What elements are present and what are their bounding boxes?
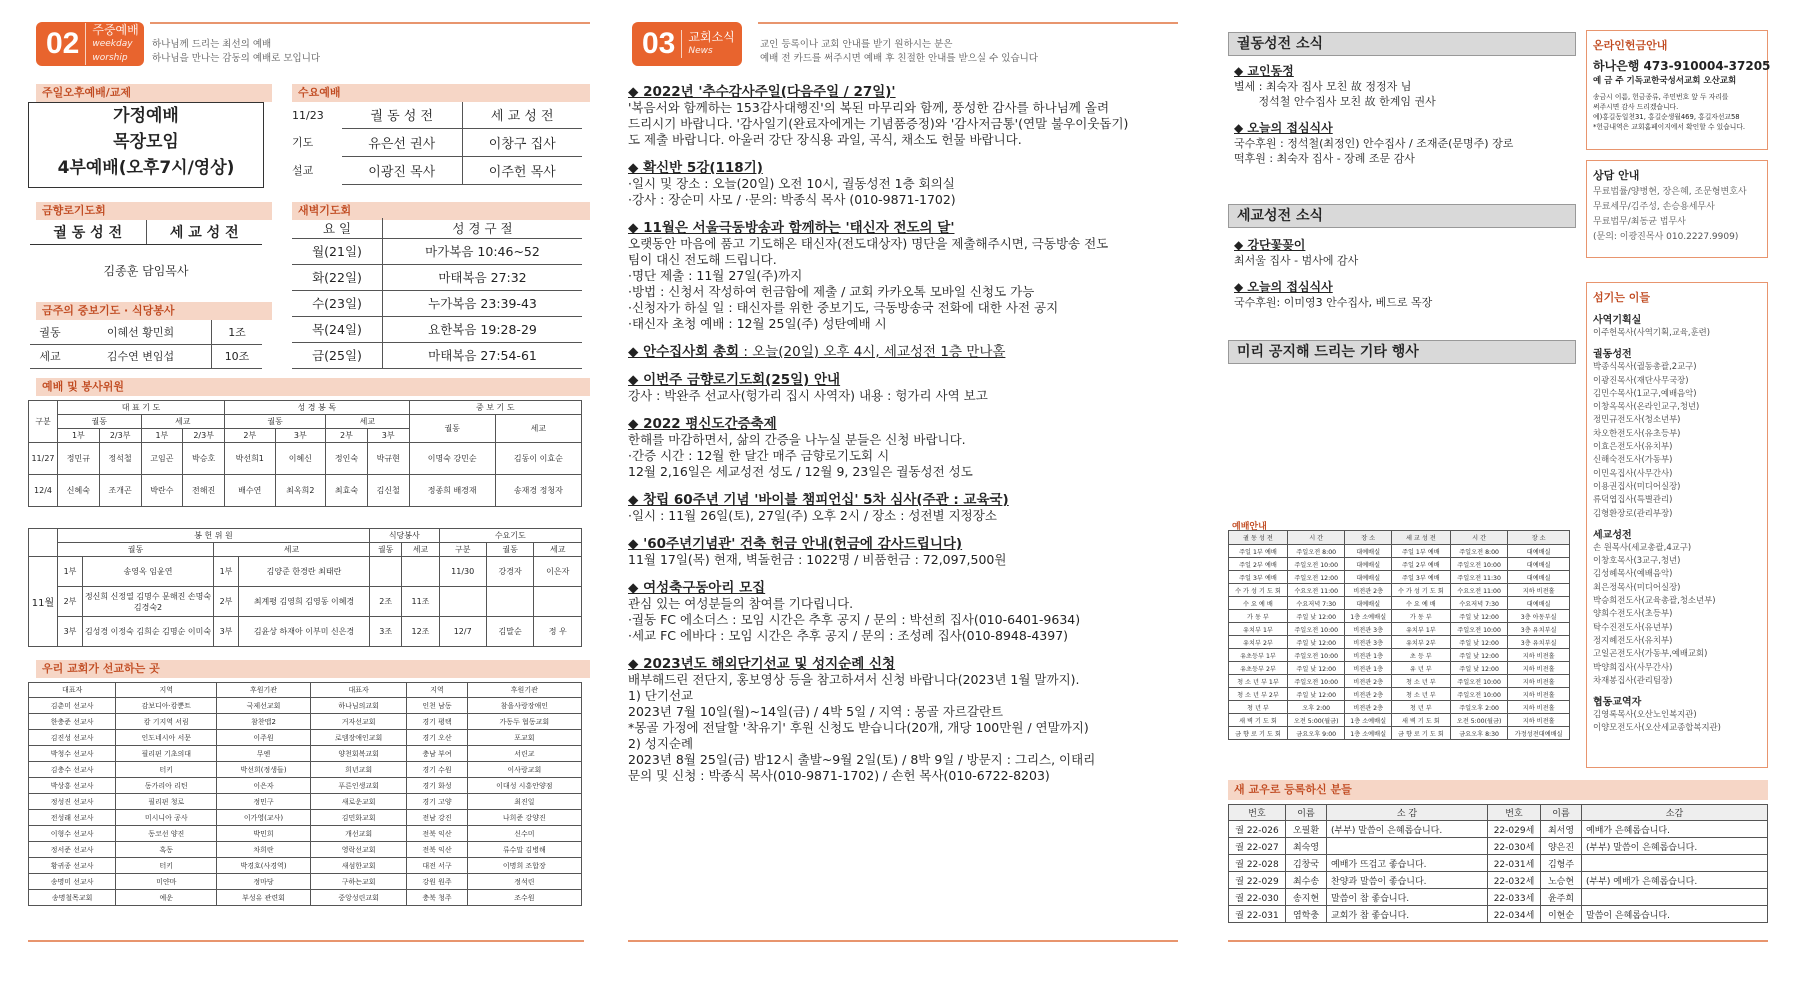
news-item bbox=[628, 532, 1178, 568]
servant-name: 김형환장로(관리부장) bbox=[1593, 507, 1673, 518]
news-title: ◆ 2022 평신도간증축제 bbox=[628, 416, 777, 432]
servant-name: 이광진목사(재단사무국장) bbox=[1593, 374, 1689, 385]
worship-committee-header: 예배 및 봉사위원 bbox=[36, 378, 590, 396]
table-row: 12/4 신혜숙 조개곤 박란수 전해진 배수연 최옥희2 최효숙 김신철 정종희 배경재 송재경 정청자 bbox=[29, 475, 582, 507]
meal-service-header: 금주의 중보기도 · 식당봉사 bbox=[36, 302, 272, 320]
page03-footer-rule bbox=[628, 940, 1178, 942]
news-line: 2) 성지순례 bbox=[628, 736, 694, 751]
servant-name: 김성혜목사(예배음악) bbox=[1593, 568, 1673, 579]
table-row: 2부 정신희 신정열 김명수 문해진 손명숙 김경숙2 2부 최계평 김영희 김영동 이혜경 2조 11조 bbox=[29, 587, 582, 617]
segyo-news bbox=[1234, 236, 1564, 320]
table-row: 유초등부 2부 주일 낮 12:00 비전관 1층 유 년 부 주일 낮 12:00 지하 비전홀 bbox=[1229, 662, 1570, 675]
news-line: 2023년 7월 10일(월)~14일(금) / 4박 5일 / 지역 : 몽골 자르갈란트 bbox=[628, 704, 1004, 719]
news-line: *몽골 가정에 전달할 '착유기' 후원 신청도 받습니다(20개, 개당 100만원 / 연말까지) bbox=[628, 720, 1089, 735]
news-line: ·강사 : 장순미 사모 / ·문의: 박종식 목사 (010-9871-1702) bbox=[628, 192, 956, 207]
news-line: 11월 17일(목) 현재, 벽돌헌금 : 1022명 / 비품헌금 : 72,097,500원 bbox=[628, 552, 1007, 567]
news-line: 국수후원 : 정석철(최정인) 안수집사 / 조재준(문명주) 장로 bbox=[1234, 137, 1514, 150]
header-rule bbox=[758, 22, 1178, 24]
servant-name: 정지혜전도사(유치부) bbox=[1593, 634, 1673, 645]
news-title: ◆ 안수집사회 총회 : 오늘(20일) 오후 4시, 세교성전 1층 만나홀 bbox=[628, 344, 1006, 360]
news-line: ·태신자 초청 예배 : 12월 25일(주) 성탄예배 시 bbox=[628, 316, 887, 331]
news-title: ◆ 창립 60주년 기념 '바이블 챔피언십' 5차 심사(주관 : 교육국) bbox=[628, 492, 1009, 508]
news-item bbox=[628, 412, 1178, 480]
page02-badge bbox=[36, 22, 144, 66]
table-row: 주일 2부 예배 주일오전 10:00 대예배실 주일 2부 예배 주일오전 10:00 대예배실 bbox=[1229, 558, 1570, 571]
servant-name: 최은정목사(미디어실장) bbox=[1593, 581, 1681, 592]
table-row: 주일 3부 예배 주일오전 12:00 대예배실 주일 3부 예배 주일오전 11:30 대예배실 bbox=[1229, 571, 1570, 584]
news-item bbox=[628, 652, 1178, 784]
servant-name: 이창옥목사(온라인교구,청년) bbox=[1593, 401, 1700, 412]
news-item bbox=[1234, 278, 1564, 310]
table-row: 황귀종 선교사 터키 박경호(사경역) 새섬한교회 대전 서구 이명희 조합장 bbox=[29, 858, 582, 874]
news-title: ◆ 11월은 서울극동방송과 함께하는 '태신자 전도의 달' bbox=[628, 220, 955, 236]
news-line: 1) 단기선교 bbox=[628, 688, 694, 703]
news-line: 배부해드린 전단지, 홍보영상 등을 참고하셔서 신청 바랍니다(2023년 1월 말까지). bbox=[628, 672, 1080, 687]
table-row: 11월 1부 송영옥 임윤연 1부 김양준 한경란 최태란 11/30 강경자 이은자 bbox=[29, 557, 582, 587]
table-row: 이형수 선교사 동코선 양진 박민희 개선교회 전북 익산 신수미 bbox=[29, 826, 582, 842]
table-row: 송명철목교회 예운 부성유 관련회 중앙성린교회 충북 청주 조수원 bbox=[29, 890, 582, 906]
meal-service-table: 궐동 이혜선 황민희 1조 세교 김수연 변임섭 10조 bbox=[30, 320, 262, 369]
table-row: 김진성 선교사 인도네시아 서문 이주원 로뎀장애인교회 경기 오산 포교회 bbox=[29, 730, 582, 746]
table-row: 수 요 예 배 수요저녁 7:30 대예배실 수 요 예 배 수요저녁 7:30 대예배실 bbox=[1229, 597, 1570, 610]
table-row: 궐 22-028 김창국 예배가 뜨겁고 좋습니다. 22-031세 김형주 bbox=[1229, 855, 1768, 872]
news-line: 별세 : 최숙자 집사 모친 故 정정자 님 bbox=[1234, 80, 1412, 93]
servant-name: 박양희집사(사무간사) bbox=[1593, 661, 1673, 672]
table-row: 유치부 2부 주일 낮 12:00 비전관 3층 유치부 2부 주일 낮 12:00 3층 유치부실 bbox=[1229, 636, 1570, 649]
page03-badge bbox=[632, 22, 742, 66]
wednesday-header: 수요예배 bbox=[292, 84, 590, 102]
news-line: 관심 있는 여성분들의 참여를 기다립니다. bbox=[628, 596, 854, 611]
consulting-box: 상담 안내 무료법률/양병현, 장은혜, 조문형변호사 무료세무/김주성, 손승용세무사 무료법무/최동균 법무사 (문의: 이광진목사 010.2227.9909) bbox=[1586, 160, 1768, 258]
servants-group-title: 협동교역자 bbox=[1593, 697, 1642, 709]
servant-name: 탁수진전도사(유년부) bbox=[1593, 621, 1673, 632]
table-row: 김충수 선교사 터키 박선희(정생들) 희년교회 경기 수원 이사랑교회 bbox=[29, 762, 582, 778]
table-row: 궐 22-027 최숙영 22-030세 양은진 (부부) 말씀이 은혜롭습니다. bbox=[1229, 838, 1768, 855]
news-column bbox=[628, 72, 1178, 790]
news-line: ·일시 및 장소 : 오늘(20일) 오전 10시, 궐동성전 1층 회의실 bbox=[628, 176, 955, 191]
table-row: 궐 22-030 송지현 말씀이 참 좋습니다. 22-033세 윤주희 bbox=[1229, 889, 1768, 906]
news-title: ◆ 여성축구동아리 모집 bbox=[628, 580, 766, 596]
news-line: 드리시기 바랍니다. '감사일기(완료자에게는 기념품증정)와 '감사저금통'(연말 불우이웃돕기) bbox=[628, 116, 1129, 131]
table-row: 궐 22-029 최수송 찬양과 말씀이 좋습니다. 22-032세 노승현 (부부) 예배가 은혜롭습니다. bbox=[1229, 872, 1768, 889]
news-item bbox=[1234, 119, 1564, 166]
table-row: 청 년 부 오후 2:00 비전관 2층 청 년 부 주일오후 2:00 지하 비전홀 bbox=[1229, 701, 1570, 714]
servant-name: 고일곤전도사(가동부,예배교회) bbox=[1593, 648, 1708, 659]
worship-guide-table: 궐 동 성 전 시 간 장 소 세 교 성 전 시 간 장 소 주일 1부 예배 주일오전 8:00 대예배실 주일 1부 예배 주일오전 8:00 대예배실 주일 2부 예배 주일오전 10:00 대예배실 주일 2부 예배 주일오전 10:00 대예배실 주일 3부 예배 주일오전 12:00 대예배실 주일 3부 예배 주일오전 11:30 대예배실 수 가 성 기 도 회 수요오전 11:00 비전관 2층 수 가 성 기 도 회 수요오전 11:00 지하 비전홀 수 요 예 배 수요저녁 7:30 대예배실 수 요 예 배 수요저녁 7:30 대예배실 가 동 부 주일 낮 12:00 1층 소예배실 가 동 부 주일 낮 12:00 3층 아동부실 유치부 1부 주일오전 10:00 비전관 3층 유치부 1부 주일오전 10:00 3층 유치부실 유치부 2부 주일 낮 12:00 비전관 3층 유치부 2부 주일 낮 12:00 3층 유치부실 유초등부 1부 주일오전 10:00 비전관 1층 초 등 부 주일 낮 12:00 지하 비전홀 유초등부 2부 주일 낮 12:00 비전관 1층 유 년 부 주일 낮 12:00 지하 비전홀 청 소 년 부 1부 주일오전 10:00 비전관 2층 청 소 년 부 주일오전 10:00 지하 비전홀 청 소 년 부 2부 주일 낮 12:00 비전관 2층 청 소 년 부 주일오전 10:00 지하 비전홀 청 년 부 오후 2:00 비전관 2층 청 년 부 주일오후 2:00 지하 비전홀 새 벽 기 도 회 오전 5:00(월금) 1층 소예배실 새 벽 기 도 회 오전 5:00(월금) 지하 비전홀 금 향 로 기 도 회 금요오후 9:00 1층 소예배실 금 향 로 기 도 회 금요오후 8:30 가정성전대예배실 bbox=[1228, 530, 1570, 740]
badge-subtitle: News bbox=[688, 46, 713, 56]
news-item bbox=[628, 156, 1178, 208]
gwol-news-header: 궐동성전 소식 bbox=[1228, 32, 1576, 56]
table-row: 청 소 년 부 2부 주일 낮 12:00 비전관 2층 청 소 년 부 주일오전 10:00 지하 비전홀 bbox=[1229, 688, 1570, 701]
servants-group-title: 궐동성전 bbox=[1593, 349, 1632, 361]
table-row: 박상흥 선교사 동가리아 리틴 이은자 푸른인생교회 경기 화성 이대성 시흥안양점 bbox=[29, 778, 582, 794]
table-row: 유초등부 1부 주일오전 10:00 비전관 1층 초 등 부 주일 낮 12:00 지하 비전홀 bbox=[1229, 649, 1570, 662]
news-line: 2023년 8월 25일(금) 밤12시 출발~9월 2일(토) / 8박 9일 / 방문지 : 그리스, 이태리 bbox=[628, 752, 1096, 767]
dawn-prayer-table: 요 일 성 경 구 절 월(21일) 마가복음 10:46~52 화(22일) 마태복음 27:32 수(23일) 누가복음 23:39-43 목(24일) 요한복음 19:28-29 금(25일) 마태복음 27:54-61 bbox=[292, 218, 582, 369]
online-offering-box: 온라인헌금안내 하나은행 473-910004-37205 예 금 주 기독교한국성서교회 오산교회 송금시 이름, 헌금종류, 주민번호 앞 두 자리를 써주시면 감사 드리겠습니다. 예)홍길동일천31, 홍길순생월469, 홍길자선교58 *헌금내역은 교회홈페이지에서 확인할 수 있습니다. bbox=[1586, 30, 1768, 150]
header-rule bbox=[150, 22, 590, 24]
table-row: 궐 22-031 염학충 교회가 참 좋습니다. 22-034세 이현순 말씀이 은혜롭습니다. bbox=[1229, 906, 1768, 923]
servant-name: 박종식목사(궐동총괄,2교구) bbox=[1593, 361, 1697, 372]
servant-name: 정민규전도사(청소년부) bbox=[1593, 414, 1681, 425]
worship-guide-label: 예배안내 bbox=[1232, 522, 1267, 532]
friday-prayer-table: 궐 동 성 전 세 교 성 전 bbox=[30, 220, 262, 245]
page02-footer-rule bbox=[28, 940, 584, 942]
news-line: 정석철 안수집사 모친 故 한계임 권사 bbox=[1234, 95, 1436, 108]
page-number: 02 bbox=[46, 27, 80, 60]
news-item bbox=[628, 216, 1178, 332]
table-row: 정서준 선교사 혹동 차희란 영락선교회 전북 익산 류수말 김병해 bbox=[29, 842, 582, 858]
news-item bbox=[1234, 236, 1564, 268]
page02-description: 하나님께 드리는 최선의 예배 하나님을 만나는 감동의 예배로 모입니다 bbox=[152, 39, 321, 64]
servant-name: 신해숙전도사(가동부) bbox=[1593, 454, 1673, 465]
table-row: 새 벽 기 도 회 오전 5:00(월금) 1층 소예배실 새 벽 기 도 회 오전 5:00(월금) 지하 비전홀 bbox=[1229, 714, 1570, 727]
news-item bbox=[628, 488, 1178, 524]
news-line: ·신청자가 하실 일 : 태신자를 위한 중보기도, 극동방송국 전화에 대한 사전 공지 bbox=[628, 300, 1059, 315]
table-row: 금 향 로 기 도 회 금요오후 9:00 1층 소예배실 금 향 로 기 도 회 금요오후 8:30 가정성전대예배실 bbox=[1229, 727, 1570, 740]
table-row: 유치부 1부 주일오전 10:00 비전관 3층 유치부 1부 주일오전 10:00 3층 유치부실 bbox=[1229, 623, 1570, 636]
servants-box: 섬기는 이들 사역기획실 이주헌목사(사역기획,교육,훈련) 궐동성전 박종식목사(궐동총괄,2교구) 이광진목사(재단사무국장) 김민수목사(1교구,예배음악) 이창옥목사(온라인교구,청년) 정민규전도사(청소년부) 차오한전도사(유초등부) 이효은전도사(유치부) 신해숙전도사(가동부) 이민옥집사(사무간사) 이용권집사(미디어실장) 류덕엽집사(특별관리) 김형환장로(관리부장) 세교성전 손 원목사(세교총괄,4교구) 이창호목사(3교구,청년) 김성혜목사(예배음악) 최은정목사(미디어실장) 박승희전도사(교육총괄,청소년부) 양희수전도사(초등부) 탁수진전도사(유년부) 정지혜전도사(유치부) 고일곤전도사(가동부,예배교회) 박양희집사(사무간사) 차재봉집사(관리팀장) 협동교역자 김영록목사(오산노인복지관) 이양모전도사(오산세교종합복지관) bbox=[1586, 282, 1768, 768]
servant-name: 류덕엽집사(특별관리) bbox=[1593, 494, 1673, 505]
newcomers-header: 새 교우로 등록하신 분들 bbox=[1228, 780, 1768, 800]
sunday-pm-box: 가정예배 목장모임 4부예배(오후7시/영상) bbox=[28, 102, 264, 188]
news-line: '복음서와 함께하는 153감사대행진'의 복된 마무리와 함께, 풍성한 감사를 하나님께 올려 bbox=[628, 100, 1110, 115]
news-line: ·일시 : 11월 26일(토), 27일(주) 오후 2시 / 장소 : 성전별 지정장소 bbox=[628, 508, 997, 523]
news-item bbox=[628, 368, 1178, 404]
servant-name: 박승희전도사(교육총괄,청소년부) bbox=[1593, 595, 1716, 606]
servant-name: 양희수전도사(초등부) bbox=[1593, 608, 1673, 619]
wednesday-table: 11/23 궐 동 성 전 세 교 성 전 기도 유은선 권사 이창구 집사 설교 이광진 목사 이주헌 목사 bbox=[292, 102, 582, 185]
news-line: 떡후원 : 최숙자 집사 - 장례 조문 감사 bbox=[1234, 152, 1415, 165]
news-title: ◆ 확신반 5강(118기) bbox=[628, 160, 763, 176]
table-row: 한충준 선교사 캄 기지역 서림 참찬맵2 거자선교회 경기 평택 가동두 협동교회 bbox=[29, 714, 582, 730]
page03-description: 교인 등록이나 교회 안내를 받기 원하시는 분은 예배 전 카드를 써주시면 예배 후 친절한 안내를 받으실 수 있습니다 bbox=[760, 39, 1038, 64]
worship-committee-table: 구분 대 표 기 도 성 경 봉 독 중 보 기 도 궐동 세교 궐동 세교 궐동 세교 1부 2/3부 1부 2/3부 2부 3부 2부 3부 11/27 정민규 정석철 고임곤 박승호 박선희1 이혜신 정인숙 박규현 이명숙 강민순 김동이 이효순 12/4 신혜숙 조개곤 박란수 전해진 배수연 최옥희2 최효숙 김신철 정종희 배경재 송재경 정청자 bbox=[28, 400, 582, 507]
table-row: 청 소 년 부 1부 주일오전 10:00 비전관 2층 청 소 년 부 주일오전 10:00 지하 비전홀 bbox=[1229, 675, 1570, 688]
table-row: 김춘미 선교사 감보디아·캄뿐트 국제선교회 하나님의교회 인천 남동 참을사랑장애인 bbox=[29, 698, 582, 714]
offering-committee-table: 봉 헌 위 원 식당봉사 수요기도 궐동 세교 궐동 세교 구분 궐동 세교 11월 1부 송영옥 임윤연 1부 김양준 한경란 최태란 11/30 강경자 이은자 2부 정신희 신정열 김명수 문해진 손명숙 김경숙2 2부 최계평 김영희 김영동 이혜경 2조 11조 3부 김성경 이정숙 김희순 김명순 이미숙 3부 김윤상 하재아 이부미 신은경 3조 12조 12/7 김말순 정 우 bbox=[28, 528, 582, 647]
news-title: ◆ 강단꽃꽂이 bbox=[1234, 238, 1306, 252]
news-title: ◆ 2022년 '추수감사주일(다음주일 / 27일)' bbox=[628, 84, 896, 100]
servant-name: 차오한전도사(유초등부) bbox=[1593, 427, 1681, 438]
servants-group-title: 사역기획실 bbox=[1593, 315, 1642, 326]
missions-header: 우리 교회가 선교하는 곳 bbox=[36, 660, 590, 678]
news-title: ◆ 오늘의 접심식사 bbox=[1234, 121, 1333, 135]
table-row: 수 가 성 기 도 회 수요오전 11:00 비전관 2층 수 가 성 기 도 회 수요오전 11:00 지하 비전홀 bbox=[1229, 584, 1570, 597]
servant-name: 이주헌목사(사역기획,교육,훈련) bbox=[1593, 327, 1711, 337]
other-events-header: 미리 공지해 드리는 기타 행사 bbox=[1228, 340, 1576, 364]
servant-name: 차재봉집사(관리팀장) bbox=[1593, 674, 1673, 685]
table-row: 송명미 선교사 미얀마 정마당 구하는교회 강원 원주 정석린 bbox=[29, 874, 582, 890]
page-number: 03 bbox=[642, 27, 676, 60]
news-item bbox=[1234, 62, 1564, 109]
newcomers-table: 번호 이름 소 감 번호 이름 소감 궐 22-026 오필환 (부부) 말씀이 은혜롭습니다. 22-029세 최서영 예배가 은혜롭습니다. 궐 22-027 최숙영 22-030세 양은진 (부부) 말씀이 은혜롭습니다. 궐 22-028 김창국 예배가 뜨겁고 좋습니다. 22-031세 김형주 궐 22-029 최수송 찬양과 말씀이 좋습니다. 22-032세 노승현 (부부) 예배가 은혜롭습니다. 궐 22-030 송지현 말씀이 참 좋습니다. 22-033세 윤주희 궐 22-031 염학충 교회가 참 좋습니다. 22-034세 이현순 말씀이 은혜롭습니다. bbox=[1228, 804, 1768, 923]
news-item bbox=[628, 340, 1178, 360]
servant-name: 손 원목사(세교총괄,4교구) bbox=[1593, 541, 1692, 552]
servant-name: 김영록목사(오산노인복지관) bbox=[1593, 709, 1697, 720]
news-line: 국수후원: 이미영3 안수집사, 베드로 목장 bbox=[1234, 296, 1433, 309]
news-line: 오랫동안 마음에 품고 기도해온 태신자(전도대상자) 명단을 제출해주시면, 극동방송 전도 bbox=[628, 236, 1109, 251]
news-line: 도 제출 바랍니다. 아울러 강단 장식용 과일, 곡식, 채소도 헌물 바랍니다. bbox=[628, 132, 1022, 147]
dawn-prayer-header: 새벽기도회 bbox=[292, 202, 590, 220]
news-item bbox=[628, 80, 1178, 148]
table-row: 전성래 선교사 미시니아 공사 이가영(교사) 김민화교회 전남 강진 나희준 강양진 bbox=[29, 810, 582, 826]
servant-name: 이양모전도사(오산세교종합복지관) bbox=[1593, 722, 1721, 733]
servants-group-title: 세교성전 bbox=[1593, 529, 1632, 541]
table-row: 주일 1부 예배 주일오전 8:00 대예배실 주일 1부 예배 주일오전 8:00 대예배실 bbox=[1229, 545, 1570, 558]
news-line: 12월 2,16일은 세교성전 성도 / 12월 9, 23일은 궐동성전 성도 bbox=[628, 464, 973, 479]
news-line: 문의 및 신청 : 박종식 목사(010-9871-1702) / 손헌 목사(010-6722-8203) bbox=[628, 768, 1050, 783]
servant-name: 이용권집사(미디어실장) bbox=[1593, 480, 1681, 491]
news-line: ·간증 시간 : 12월 한 달간 매주 금향로기도회 시 bbox=[628, 448, 890, 463]
bank-account: 하나은행 473-910004-37205 bbox=[1593, 59, 1771, 73]
news-line: ·궐동 FC 에소더스 : 모임 시간은 추후 공지 / 문의 : 박선희 집사(010-6401-9634) bbox=[628, 612, 1081, 627]
servant-name: 이민옥집사(사무간사) bbox=[1593, 467, 1673, 478]
news-line: ·명단 제출 : 11월 27일(주)까지 bbox=[628, 268, 803, 283]
news-line: ·방법 : 신청서 작성하여 헌금함에 제출 / 교회 카카오톡 모바일 신청도 가능 bbox=[628, 284, 1035, 299]
news-title: ◆ 이번주 금향로기도회(25일) 안내 bbox=[628, 372, 841, 388]
badge-title: 주중예배 bbox=[92, 23, 139, 37]
news-line: 팀이 대신 전도해 드립니다. bbox=[628, 252, 777, 267]
table-row: 정성진 선교사 필리핀 청로 정민구 새로운교회 경기 고양 최진일 bbox=[29, 794, 582, 810]
badge-title: 교회소식 bbox=[688, 30, 735, 44]
sunday-pm-header: 주일오후예배/교제 bbox=[36, 84, 272, 102]
missions-table: 대표자 지역 후원기관 대표자 지역 후원기관 김춘미 선교사 감보디아·캄뿐트 국제선교회 하나님의교회 인천 남동 참을사랑장애인 한충준 선교사 캄 기지역 서림 참찬맵2 거자선교회 경기 평택 가동두 협동교회 김진성 선교사 인도네시아 서문 이주원 로뎀장애인교회 경기 오산 포교회 박청수 선교사 필리핀 기초의대 무엔 양천회복교회 충남 부여 서린교 김충수 선교사 터키 박선희(정생들) 희년교회 경기 수원 이사랑교회 박상흥 선교사 동가리아 리틴 이은자 푸른인생교회 경기 화성 이대성 시흥안양점 정성진 선교사 필리핀 청로 정민구 새로운교회 경기 고양 최진일 전성래 선교사 미시니아 공사 이가영(교사) 김민화교회 전남 강진 나희준 강양진 이형수 선교사 동코선 양진 박민희 개선교회 전북 익산 신수미 정서준 선교사 혹동 차희란 영락선교회 전북 익산 류수말 김병해 황귀종 선교사 터키 박경호(사경역) 새섬한교회 대전 서구 이명희 조합장 송명미 선교사 미얀마 정마당 구하는교회 강원 원주 정석린 송명철목교회 예운 부성유 관련회 중앙성린교회 충북 청주 조수원 bbox=[28, 682, 582, 906]
news-line: 한해를 마감하면서, 삶의 간증을 나누실 분들은 신청 바랍니다. bbox=[628, 432, 966, 447]
segyo-news-header: 세교성전 소식 bbox=[1228, 204, 1576, 228]
news-title: ◆ 오늘의 접심식사 bbox=[1234, 280, 1333, 294]
news-line: 강사 : 박완주 선교사(헝가리 집시 사역자) 내용 : 헝가리 사역 보고 bbox=[628, 388, 988, 403]
news-line: ·세교 FC 에바다 : 모임 시간은 추후 공지 / 문의 : 조성례 집사(010-8948-4397) bbox=[628, 628, 1069, 643]
gwol-news bbox=[1234, 62, 1564, 176]
table-row: 3부 김성경 이정숙 김희순 김명순 이미숙 3부 김윤상 하재아 이부미 신은경 3조 12조 12/7 김말순 정 우 bbox=[29, 617, 582, 647]
servant-name: 김민수목사(1교구,예배음악) bbox=[1593, 387, 1697, 398]
news-title: ◆ 2023년도 해외단기선교 및 성지순례 신청 bbox=[628, 656, 896, 672]
friday-prayer-header: 금향로기도회 bbox=[36, 202, 272, 220]
news-title: ◆ '60주년기념관' 건축 헌금 안내(헌금에 감사드립니다) bbox=[628, 536, 963, 552]
servant-name: 이창호목사(3교구,청년) bbox=[1593, 555, 1681, 566]
news-title: ◆ 교인동정 bbox=[1234, 64, 1294, 78]
table-row: 가 동 부 주일 낮 12:00 1층 소예배실 가 동 부 주일 낮 12:00 3층 아동부실 bbox=[1229, 610, 1570, 623]
news-line: 최서울 집사 - 범사에 감사 bbox=[1234, 254, 1359, 267]
table-row: 궐 22-026 오필환 (부부) 말씀이 은혜롭습니다. 22-029세 최서영 예배가 은혜롭습니다. bbox=[1229, 821, 1768, 838]
news-item bbox=[628, 576, 1178, 644]
friday-prayer-person: 김종훈 담임목사 bbox=[103, 264, 189, 278]
servant-name: 이효은전도사(유치부) bbox=[1593, 441, 1673, 452]
table-row: 박청수 선교사 필리핀 기초의대 무엔 양천회복교회 충남 부여 서린교 bbox=[29, 746, 582, 762]
badge-subtitle: weekday worship bbox=[92, 39, 133, 63]
right-footer-rule bbox=[1228, 940, 1768, 942]
table-row: 11/27 정민규 정석철 고임곤 박승호 박선희1 이혜신 정인숙 박규현 이명숙 강민순 김동이 이효순 bbox=[29, 443, 582, 475]
